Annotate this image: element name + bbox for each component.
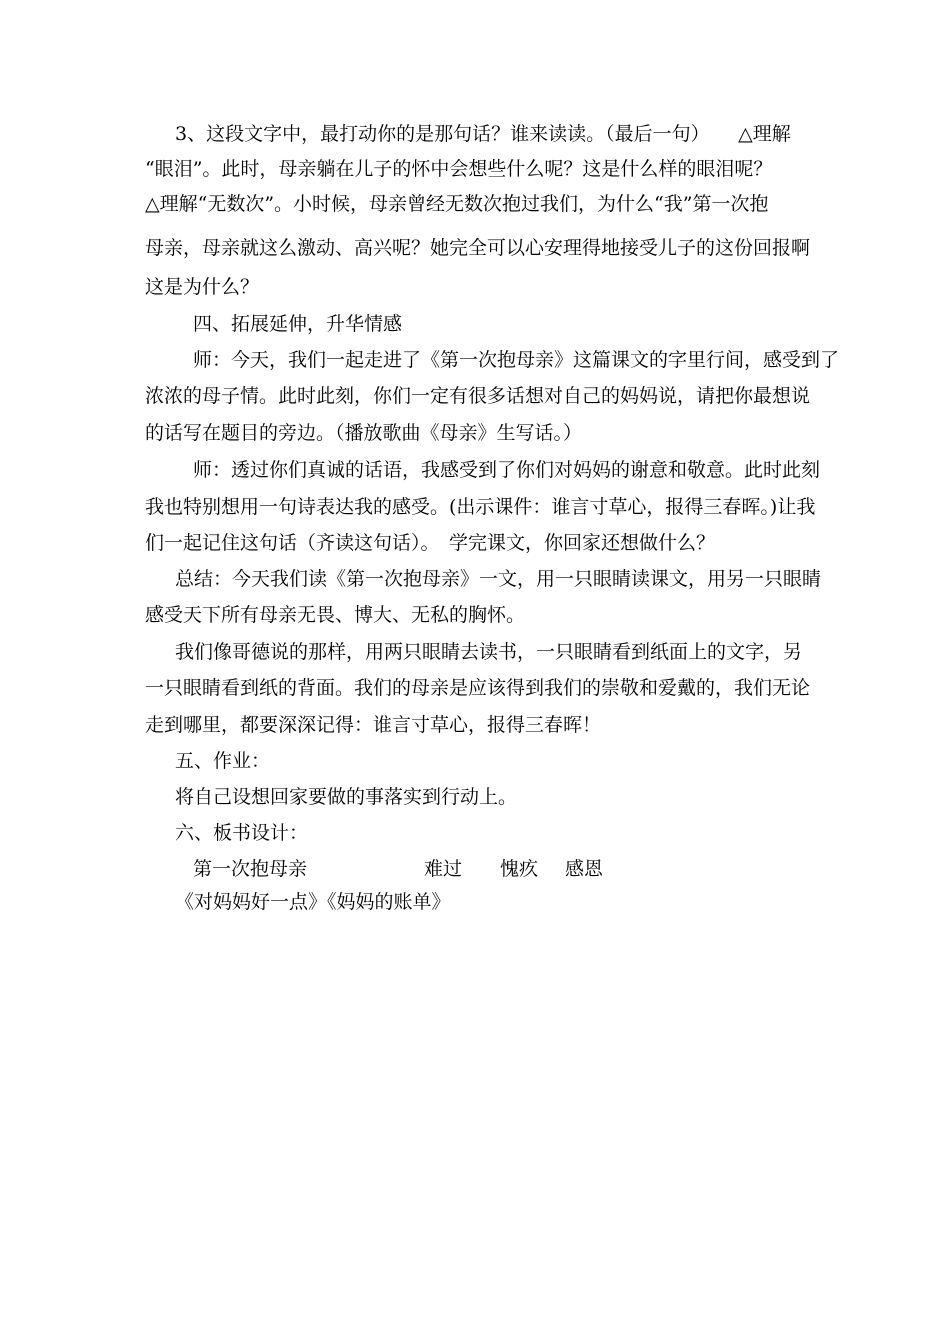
board-word-1: 难过 xyxy=(424,858,463,880)
heading-section-5: 五、作业： xyxy=(175,750,271,772)
para-q3-line-5: 这是为什么？ xyxy=(145,276,260,298)
board-title: 第一次抱母亲 xyxy=(193,858,308,880)
para-teacher1-line-2: 浓浓的母子情。此时此刻，你们一定有很多话想对自己的妈妈说，请把你最想说 xyxy=(145,385,811,407)
board-word-3: 感恩 xyxy=(565,858,604,880)
heading-section-6: 六、板书设计： xyxy=(175,822,309,844)
para-teacher2-line-3: 们一起记住这句话（齐读这句话）。 学完课文，你回家还想做什么？ xyxy=(145,532,716,554)
para-summary-line-1: 总结：今天我们读《第一次抱母亲》一文，用一只眼睛读课文，用另一只眼睛 xyxy=(175,568,822,590)
para-q3-line-1: 3、这段文字中，最打动你的是那句话？谁来读读。（最后一句） △理解 xyxy=(175,123,791,145)
homework-text: 将自己设想回家要做的事落实到行动上。 xyxy=(175,786,518,808)
para-q3-line-4: 母亲，母亲就这么激动、高兴呢？她完全可以心安理得地接受儿子的这份回报啊 xyxy=(145,237,811,259)
para-goethe-line-1: 我们像哥德说的那样，用两只眼睛去读书，一只眼睛看到纸面上的文字，另 xyxy=(175,641,803,663)
para-teacher2-line-2: 我也特别想用一句诗表达我的感受。(出示课件：谁言寸草心，报得三春晖。)让我 xyxy=(145,496,816,518)
para-teacher1-line-1: 师：今天，我们一起走进了《第一次抱母亲》这篇课文的字里行间，感受到了 xyxy=(193,349,840,371)
board-books: 《对妈妈好一点》《妈妈的账单》 xyxy=(175,891,451,913)
para-summary-line-2: 感受天下所有母亲无畏、博大、无私的胸怀。 xyxy=(145,604,526,626)
para-teacher2-line-1: 师：透过你们真诚的话语，我感受到了你们对妈妈的谢意和敬意。此时此刻 xyxy=(193,459,821,481)
para-goethe-line-3: 走到哪里，都要深深记得：谁言寸草心，报得三春晖！ xyxy=(145,714,602,736)
para-teacher1-line-3: 的话写在题目的旁边。（播放歌曲《母亲》生写话。） xyxy=(145,422,583,444)
para-q3-line-2: “眼泪”。此时，母亲躺在儿子的怀中会想些什么呢？这是什么样的眼泪呢？ xyxy=(145,158,773,180)
para-q3-line-3: △理解“无数次”。小时候，母亲曾经无数次抱过我们，为什么“我”第一次抱 xyxy=(145,193,769,215)
board-word-2: 愧疚 xyxy=(500,858,539,880)
heading-section-4: 四、拓展延伸，升华情感 xyxy=(193,313,403,335)
para-goethe-line-2: 一只眼睛看到纸的背面。我们的母亲是应该得到我们的崇敬和爱戴的，我们无论 xyxy=(145,677,811,699)
